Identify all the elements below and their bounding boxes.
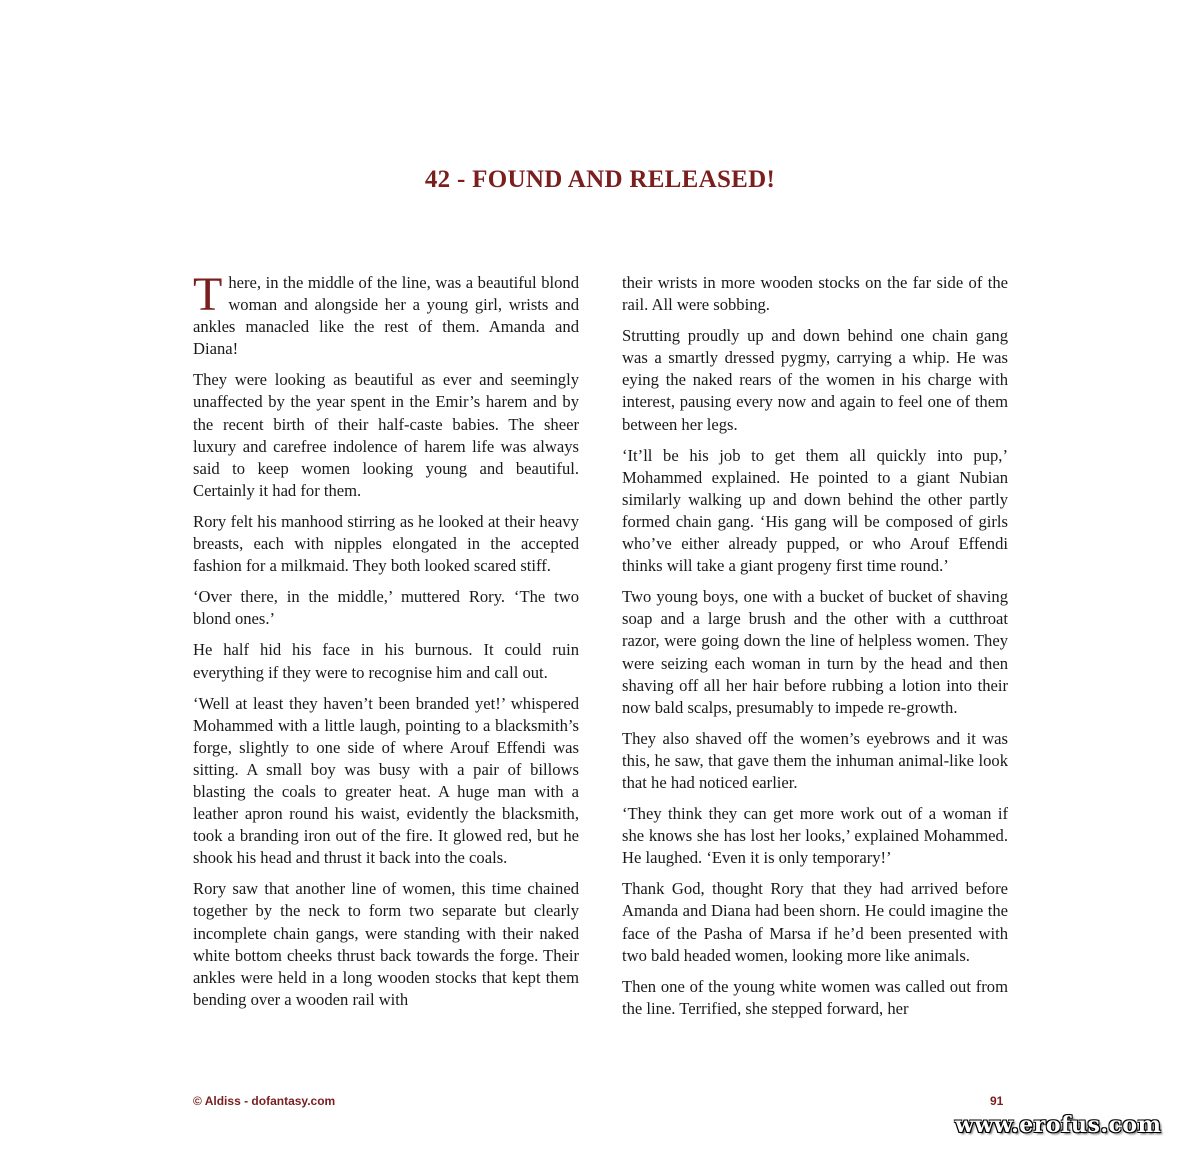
paragraph: Rory felt his manhood stirring as he looked at their heavy breasts, each with nipples elongated in the accepted fashion for a milkmaid. They both looked scared stiff. bbox=[193, 511, 579, 576]
paragraph: ‘Over there, in the middle,’ muttered Rory. ‘The two blond ones.’ bbox=[193, 587, 579, 629]
paragraph: ‘It’ll be his job to get them all quickly into pup,’ Mohammed explained. He pointed to a giant Nubian similarly walking up and down behind the other partly formed chain gang. ‘His gang will be composed of girls who’ve either already pupped, or who Arouf Effendi thinks will take a giant progeny first time round.’ bbox=[622, 445, 1008, 576]
paragraph: their wrists in more wooden stocks on the far side of the rail. All were sobbing. bbox=[622, 273, 1008, 315]
paragraph: Strutting proudly up and down behind one chain gang was a smartly dressed pygmy, carrying a whip. He was eying the naked rears of the women in his charge with interest, pausing every now and again to feel one of them between her legs. bbox=[622, 326, 1008, 434]
paragraph: Two young boys, one with a bucket of bucket of shaving soap and a large brush and the other with a cutthroat razor, were going down the line of helpless women. They were seizing each woman in turn by the head and then shaving off all her hair before rubbing a lotion into their now bald scalps, presumably to impede re-growth. bbox=[622, 587, 1008, 717]
left-column bbox=[193, 268, 579, 1020]
right-column bbox=[622, 272, 1008, 1029]
chapter-title: 42 - FOUND AND RELEASED! bbox=[424, 166, 776, 193]
watermark: www.erofus.com bbox=[955, 1112, 1162, 1138]
paragraph: Rory saw that another line of women, this time chained together by the neck to form two separate but clearly incomplete chain gangs, were standing with their naked white bottom cheeks thrust back towards the forge. Their ankles were held in a long wooden stocks that kept them bending over a wooden rail with bbox=[193, 879, 579, 1009]
paragraph: ‘Well at least they haven’t been branded yet!’ whispered Mohammed with a little laugh, pointing to a blacksmith’s forge, slightly to one side of where Arouf Effendi was sitting. A small boy was busy with a pair of billows blasting the coals to greater heat. A huge man with a leather apron round his waist, evidently the blacksmith, took a branding iron out of the fire. It glowed red, but he shook his head and thrust it back into the coals. bbox=[193, 693, 579, 868]
paragraph: There, in the middle of the line, was a beautiful blond woman and alongside her a young girl, wrists and ankles manacled like the rest of them. Amanda and Diana! bbox=[193, 268, 579, 359]
page-number: 91 bbox=[990, 1094, 1004, 1108]
copyright-footer: © Aldiss - dofantasy.com bbox=[193, 1094, 336, 1108]
paragraph: They were looking as beautiful as ever and seemingly unaffected by the year spent in the Emir’s harem and by the recent birth of their half-caste babies. The sheer luxury and carefree indolence of harem life was always said to keep women looking young and beautiful. Certainly it had for them. bbox=[193, 370, 579, 500]
paragraph: He half hid his face in his burnous. It could ruin everything if they were to recognise him and call out. bbox=[193, 640, 579, 682]
paragraph: Thank God, thought Rory that they had arrived before Amanda and Diana had been shorn. He could imagine the face of the Pasha of Marsa if he’d been presented with two bald headed women, looking more like animals. bbox=[622, 879, 1008, 965]
paragraph: Then one of the young white women was called out from the line. Terrified, she stepped forward, her bbox=[622, 976, 1008, 1018]
drop-cap: T bbox=[193, 268, 223, 321]
paragraph: They also shaved off the women’s eyebrows and it was this, he saw, that gave them the inhuman animal-like look that he had noticed earlier. bbox=[622, 728, 1008, 792]
paragraph: ‘They think they can get more work out of a woman if she knows she has lost her looks,’ explained Mohammed. He laughed. ‘Even it is only temporary!’ bbox=[622, 804, 1008, 868]
